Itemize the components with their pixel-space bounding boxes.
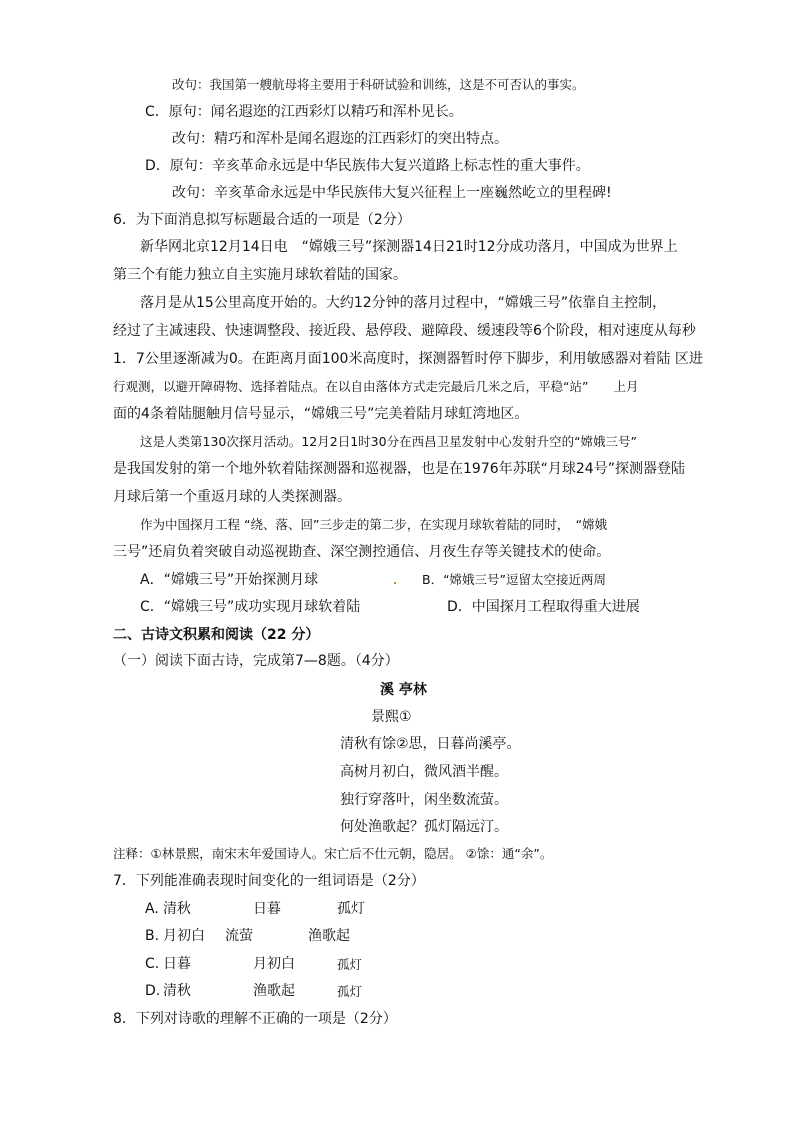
q6-option-b: B．“嫦娥三号”逗留太空接近两周 [422,572,607,587]
q6-p2-line1: 落月是从15公里高度开始的。大约12分钟的落月过程中，“嫦娥三号”依靠自主控制， [140,295,667,311]
q7-option-word: 渔歌起 [308,928,350,944]
q7-option-letter: D. [145,983,161,999]
q7-option-word: 清秋 [163,983,191,999]
q6-option-d: D．中国探月工程取得重大进展 [447,599,640,615]
poem-line-2: 高树月初白，微风酒半醒。 [340,764,508,780]
q7-option-word: 流萤 [225,928,253,944]
q5-b-revised: 改句：我国第一艘航母将主要用于科研试验和训练，这是不可否认的事实。 [172,77,585,92]
q7-option-letter: A. [145,901,159,917]
q7-option-letter: B. [145,928,160,944]
poem-title: 溪 亭林 [380,682,427,698]
q6-option-c: C．“嫦娥三号”成功实现月球软着陆 [140,599,361,615]
section2-heading: 二、古诗文积累和阅读（22 分） [113,627,320,643]
q5-d-revised: 改句：辛亥革命永远是中华民族伟大复兴征程上一座巍然屹立的里程碑! [172,185,612,201]
q6-question: 6．为下面消息拟写标题最合适的一项是（2分） [113,212,411,228]
q6-p4-line1: 作为中国探月工程 “绕、落、回”三步走的第二步，在实现月球软着陆的同时， “嫦娥 [140,517,608,532]
q6-p3-line3: 月球后第一个重返月球的人类探测器。 [113,489,351,505]
q7-option-word: 渔歌起 [253,983,295,999]
q6-p4-line2: 三号”还肩负着突破自动巡视勘查、深空测控通信、月夜生存等关键技术的使命。 [113,544,611,560]
poem-line-3: 独行穿落叶，闲坐数流萤。 [340,792,508,808]
q7-option-word: 月初白 [253,956,295,972]
q7-option-word: 孤灯 [337,957,363,972]
poem-author: 景熙① [371,709,412,725]
poem-line-4: 何处渔歌起？孤灯隔远汀。 [340,819,508,835]
section2-sub1: （一）阅读下面古诗，完成第7—8题。（4分） [113,653,399,669]
q7-option-word: 孤灯 [337,901,365,917]
poem-note: 注释：①林景熙，南宋末年爱国诗人。宋亡后不仕元朝，隐居。 ②馀：通“余”。 [113,846,553,861]
q5-c-revised: 改句：精巧和浑朴是闻名遐迩的江西彩灯的突出特点。 [172,131,508,147]
q7-question: 7．下列能准确表现时间变化的一组词语是（2分） [113,873,425,889]
q7-option-word: 月初白 [163,928,205,944]
q6-p3-line2: 是我国发射的第一个地外软着陆探测器和巡视器，也是在1976年苏联“月球24号”探测器登陆 [113,461,685,477]
stray-dot [394,582,396,584]
q6-option-a: A．“嫦娥三号”开始探测月球 [140,572,319,588]
q6-p2-line3: 1．7公里逐渐减为0。在距离月面100米高度时，探测器暂时停下脚步，利用敏感器对着陆 区进 [113,351,703,367]
q8-question: 8．下列对诗歌的理解不正确的一项是（2分） [113,1011,397,1027]
q7-option-word: 孤灯 [337,984,363,999]
q6-p2-line2: 经过了主减速段、快速调整段、接近段、悬停段、避障段、缓速段等6个阶段，相对速度从每秒 [113,323,696,339]
q5-c-original: C．原句：闻名遐迩的江西彩灯以精巧和浑朴见长。 [145,104,463,120]
q6-p1-line2: 第三个有能力独立自主实施月球软着陆的国家。 [113,267,407,283]
q6-p2-line4: 行观测，以避开障碍物、选择着陆点。在以自由落体方式走完最后几米之后，平稳“站” 上月 [113,379,639,394]
q5-d-original: D．原句：辛亥革命永远是中华民族伟大复兴道路上标志性的重大事件。 [145,158,590,174]
q7-option-letter: C. [145,956,160,972]
q7-option-word: 清秋 [163,901,191,917]
q6-p1-line1: 新华网北京12月14日电 “嫦娥三号”探测器14日21时12分成功落月，中国成为世界上 [140,239,678,255]
q6-p2-line5: 面的4条着陆腿触月信号显示，“嫦娥三号”完美着陆月球虹湾地区。 [113,406,529,422]
poem-line-1: 清秋有馀②思，日暮尚溪亭。 [340,736,521,752]
q7-option-word: 日暮 [253,901,281,917]
q7-option-word: 日暮 [163,956,191,972]
q6-p3-line1: 这是人类第130次探月活动。12月2日1时30分在西昌卫星发射中心发射升空的“嫦娥三号” [140,434,638,449]
